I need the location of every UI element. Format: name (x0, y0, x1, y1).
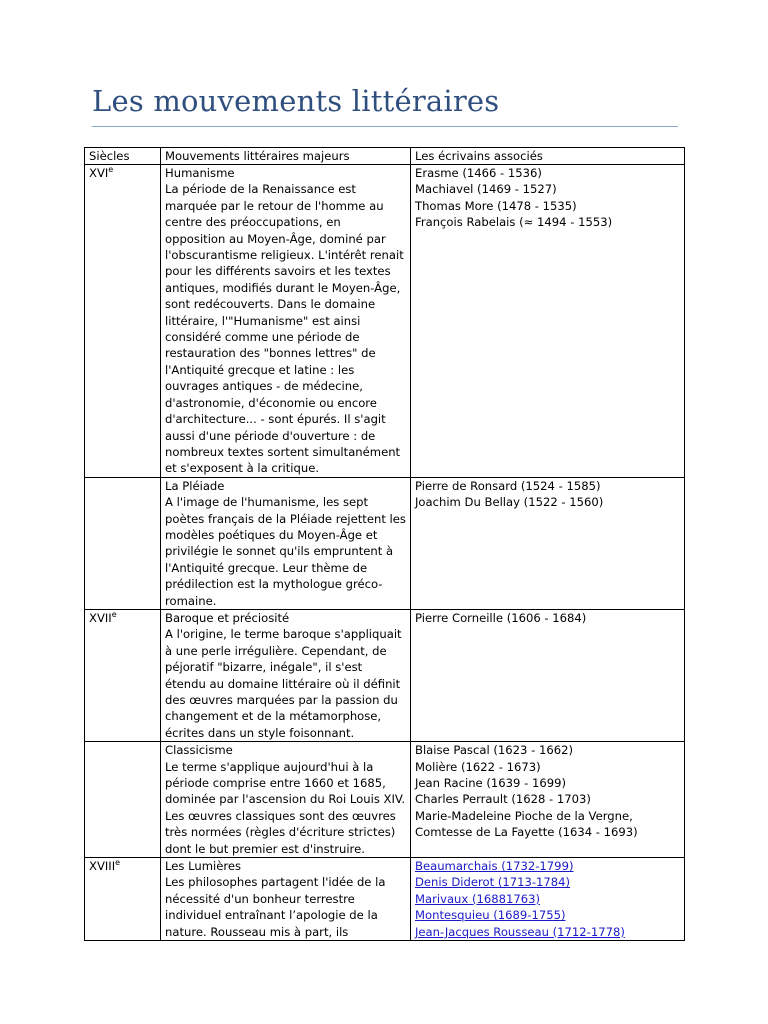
literary-movements-table (84, 147, 685, 941)
movement-name: La Pléiade (165, 478, 225, 493)
header-writers: Les écrivains associés (411, 148, 685, 165)
writer-link[interactable]: Beaumarchais (1732-1799) (415, 859, 574, 874)
movement-description: La période de la Renaissance est marquée par le retour de l'homme au centre des préoccupations, en opposition au Moyen-Âge, dominé par l'obscurantisme religieux. L'intérêt renait pour les différents savoirs et les textes antiques, modifiés durant le Moyen-Âge, sont redécouverts. Dans le domaine littéraire, l'"Humanisme" est ainsi considéré comme une période de restauration des "bonnes lettres" de l'Antiquité grecque et latine : les ouvrages antiques - de médecine, d'astronomie, d'économie ou encore d'architecture... - sont épurés. Il s'agit aussi d'une période d'ouverture : de nombreux textes sortent simultanément et s'exposent à la critique. (165, 182, 404, 476)
movement-cell (161, 165, 411, 478)
table-row (85, 858, 685, 941)
writers-cell (411, 742, 685, 858)
header-movements: Mouvements littéraires majeurs (161, 148, 411, 165)
writer-entry: Thomas More (1478 - 1535) (415, 198, 577, 213)
movement-name: Humanisme (165, 166, 235, 180)
writer-entry: Comtesse de La Fayette (1634 - 1693) (415, 825, 638, 840)
writers-cell (411, 477, 685, 609)
writer-entry: Joachim Du Bellay (1522 - 1560) (415, 495, 604, 510)
page-title: Les mouvements littéraires (92, 84, 500, 118)
movement-description: Les philosophes partagent l'idée de la nécessité d'un bonheur terrestre individuel entraînant l’apologie de la nature. Rousseau mis à part, ils (165, 875, 386, 939)
writer-entry: Machiavel (1469 - 1527) (415, 182, 557, 197)
writer-entry: Jean Racine (1639 - 1699) (415, 776, 566, 791)
writer-entry: François Rabelais (≈ 1494 - 1553) (415, 215, 613, 230)
movement-cell (161, 609, 411, 741)
century-label: XVIII (89, 859, 116, 874)
movement-name: Classicisme (165, 743, 233, 758)
writer-entry: Charles Perrault (1628 - 1703) (415, 792, 591, 807)
header-centuries: Siècles (85, 148, 161, 165)
writer-entry: Pierre Corneille (1606 - 1684) (415, 610, 587, 625)
century-superscript: e (108, 165, 114, 175)
writers-cell (411, 858, 685, 941)
century-superscript: e (111, 610, 117, 620)
century-cell (85, 858, 161, 941)
writer-entry: Blaise Pascal (1623 - 1662) (415, 743, 573, 758)
movement-name: Baroque et préciosité (165, 610, 290, 625)
century-cell (85, 165, 161, 478)
writer-link[interactable]: Jean-Jacques Rousseau (1712-1778) (415, 924, 625, 939)
century-cell (85, 742, 161, 858)
writer-link[interactable]: Montesquieu (1689-1755) (415, 908, 566, 923)
movement-cell (161, 742, 411, 858)
movement-description: Le terme s'applique aujourd'hui à la période comprise entre 1660 et 1685, dominée par l'ascension du Roi Louis XIV. Les œuvres classiques sont des œuvres très normées (règles d'écriture strictes) dont le but premier est d'instruire. (165, 759, 406, 856)
table-row (85, 477, 685, 609)
century-cell (85, 609, 161, 741)
table-header-row (85, 148, 685, 165)
table-row (85, 165, 685, 478)
movement-cell (161, 858, 411, 941)
writer-link[interactable]: Marivaux (16881763) (415, 891, 541, 906)
writers-cell (411, 609, 685, 741)
movement-description: A l'origine, le terme baroque s'appliquait à une perle irrégulière. Cependant, de péjoratif "bizarre, inégale", il s'est étendu au domaine littéraire où il définit des œuvres marquées par la passion du changement et de la métamorphose, écrites dans un style foisonnant. (165, 627, 402, 740)
century-label: XVI (89, 166, 109, 180)
title-underline (92, 126, 678, 127)
century-superscript: e (115, 858, 121, 868)
writer-entry: Pierre de Ronsard (1524 - 1585) (415, 478, 601, 493)
writer-entry: Marie-Madeleine Pioche de la Vergne, (415, 808, 633, 823)
writer-entry: Molière (1622 - 1673) (415, 759, 541, 774)
table-row (85, 742, 685, 858)
century-cell (85, 477, 161, 609)
century-label: XVII (89, 610, 112, 625)
table-row (85, 609, 685, 741)
movement-cell (161, 477, 411, 609)
writer-entry: Erasme (1466 - 1536) (415, 166, 542, 180)
movement-description: A l'image de l'humanisme, les sept poètes français de la Pléiade rejettent les modèles poétiques du Moyen-Âge et privilégie le sonnet qu'ils empruntent à l'Antiquité grecque. Leur thème de prédilection est la mythologue gréco- romaine. (165, 495, 406, 608)
writers-cell (411, 165, 685, 478)
movement-name: Les Lumières (165, 859, 242, 874)
writer-link[interactable]: Denis Diderot (1713-1784) (415, 875, 571, 890)
